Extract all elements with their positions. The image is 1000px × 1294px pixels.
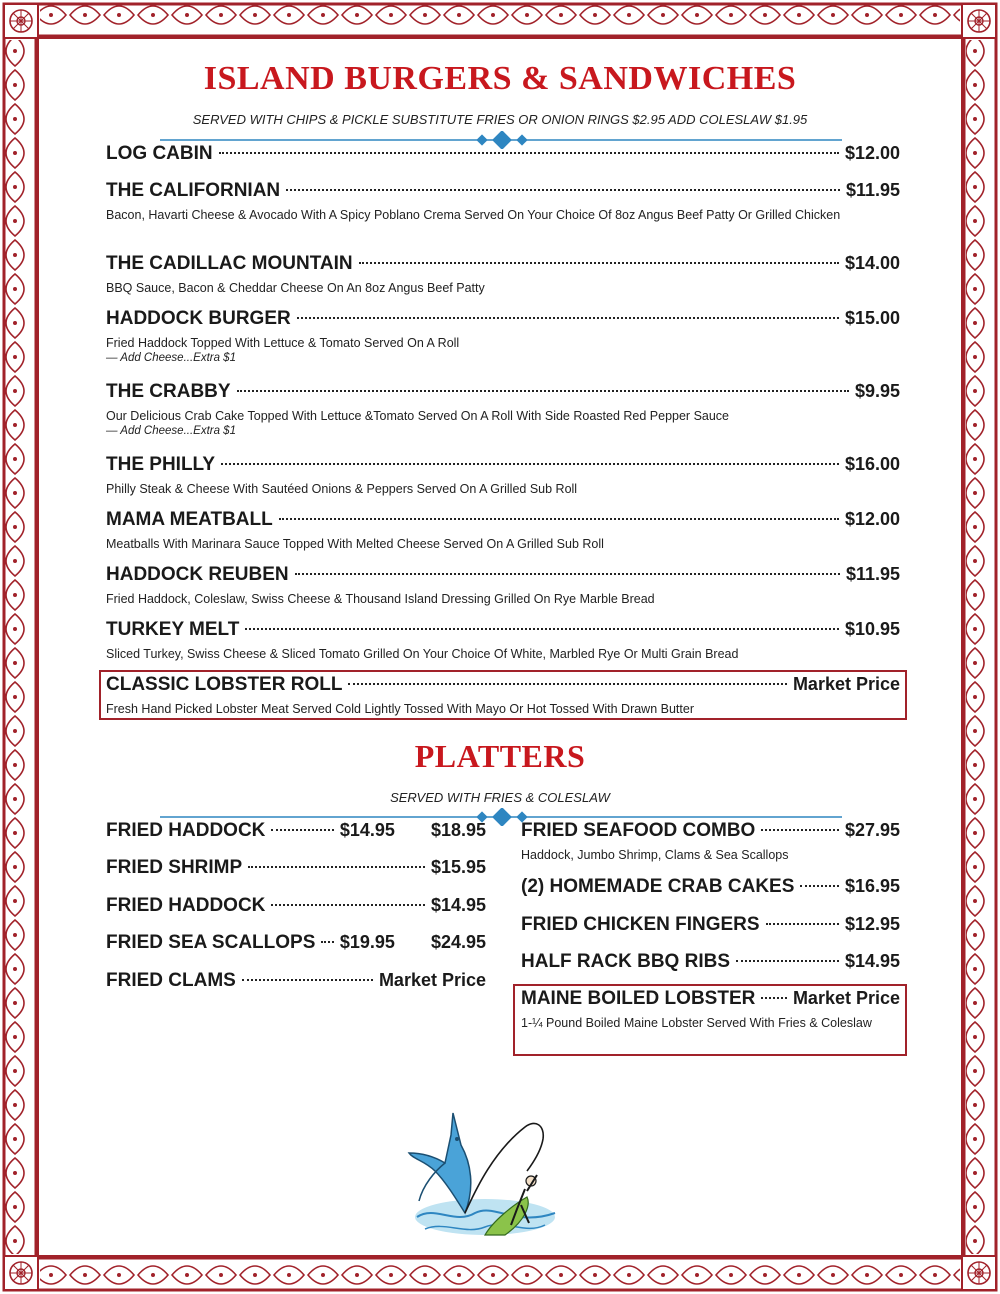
leader-dots	[279, 518, 839, 520]
item-price: $27.95	[844, 820, 900, 840]
leader-dots	[295, 573, 840, 575]
menu-item-row	[106, 454, 900, 476]
item-name: TURKEY MELT	[106, 619, 240, 640]
item-price: $11.95	[845, 180, 900, 200]
menu-item-row	[106, 143, 900, 165]
item-name: FRIED CHICKEN FINGERS	[521, 914, 760, 935]
item-price: Market Price	[792, 988, 900, 1008]
menu-item-row	[106, 253, 900, 275]
leader-dots	[297, 317, 839, 319]
item-price: $15.95	[430, 857, 486, 877]
leader-dots	[736, 960, 839, 962]
item-name: HADDOCK BURGER	[106, 308, 291, 329]
item-price: $10.95	[844, 619, 900, 639]
item-description: Meatballs With Marinara Sauce Topped With Melted Cheese Served On A Grilled Sub Roll	[106, 537, 604, 551]
item-price: $14.00	[844, 253, 900, 273]
platter-item-row	[106, 895, 486, 917]
leader-dots	[286, 189, 840, 191]
item-price: $9.95	[854, 381, 900, 401]
platter-item-row	[106, 932, 486, 954]
leader-dots	[761, 829, 839, 831]
item-name: (2) HOMEMADE CRAB CAKES	[521, 876, 795, 897]
item-price: $14.95	[844, 951, 900, 971]
platter-item-row	[106, 820, 486, 842]
leader-dots	[237, 390, 849, 392]
item-price: $11.95	[845, 564, 900, 584]
menu-item-row	[106, 564, 900, 586]
item-name: THE CALIFORNIAN	[106, 180, 281, 201]
platter-item-row	[521, 876, 900, 898]
platter-item-row	[521, 988, 900, 1010]
platter-item-row	[521, 914, 900, 936]
leader-dots	[271, 904, 425, 906]
leader-dots	[248, 866, 425, 868]
item-name: THE CRABBY	[106, 381, 231, 402]
leader-dots	[219, 152, 839, 154]
leader-dots	[359, 262, 839, 264]
menu-item-row	[106, 180, 900, 202]
leader-dots	[766, 923, 839, 925]
fisherman-marlin-icon	[405, 1105, 565, 1245]
item-name: FRIED SHRIMP	[106, 857, 243, 878]
item-description: Fried Haddock, Coleslaw, Swiss Cheese & Thousand Island Dressing Grilled On Rye Marble Bread	[106, 592, 655, 606]
item-name: FRIED SEA SCALLOPS	[106, 932, 316, 953]
item-price: $16.00	[844, 454, 900, 474]
platter-item-row	[106, 857, 486, 879]
item-name: HALF RACK BBQ RIBS	[521, 951, 730, 972]
leader-dots	[271, 829, 333, 831]
leader-dots	[800, 885, 839, 887]
item-name: THE CADILLAC MOUNTAIN	[106, 253, 353, 274]
leader-dots	[321, 941, 334, 943]
item-description: Our Delicious Crab Cake Topped With Lettuce &Tomato Served On A Roll With Side Roasted Red Pepper Sauce	[106, 409, 730, 423]
item-description: Sliced Turkey, Swiss Cheese & Sliced Tomato Grilled On Your Choice Of White, Marbled Rye Or Multi Grain Bread	[106, 647, 739, 661]
platter-item-row	[521, 820, 900, 842]
item-name: MAINE BOILED LOBSTER	[521, 988, 756, 1009]
item-name: FRIED HADDOCK	[106, 895, 266, 916]
leader-dots	[221, 463, 839, 465]
item-price: Market Price	[792, 674, 900, 694]
item-name: CLASSIC LOBSTER ROLL	[106, 674, 343, 695]
item-name: FRIED SEAFOOD COMBO	[521, 820, 756, 841]
item-price: $19.95	[339, 932, 395, 952]
item-description: BBQ Sauce, Bacon & Cheddar Cheese On An 8oz Angus Beef Patty	[106, 281, 485, 295]
leader-dots	[761, 997, 787, 999]
platter-item-row	[106, 970, 486, 992]
leader-dots	[245, 628, 839, 630]
menu-item-row	[106, 619, 900, 641]
item-name: LOG CABIN	[106, 143, 213, 164]
item-name: MAMA MEATBALL	[106, 509, 273, 530]
burgers-title: ISLAND BURGERS & SANDWICHES	[203, 60, 797, 97]
burgers-subtitle: SERVED WITH CHIPS & PICKLE SUBSTITUTE FRIES OR ONION RINGS $2.95 ADD COLESLAW $1.95	[192, 112, 808, 127]
item-price-large: $18.95	[430, 820, 486, 840]
item-note: — Add Cheese...Extra $1	[106, 352, 236, 364]
leader-dots	[348, 683, 786, 685]
item-description: Haddock, Jumbo Shrimp, Clams & Sea Scallops	[521, 848, 789, 862]
leader-dots	[242, 979, 373, 981]
item-price: $12.00	[844, 143, 900, 163]
platter-item-row	[521, 951, 900, 973]
menu-item-row	[106, 381, 900, 403]
item-price: $14.95	[430, 895, 486, 915]
item-price: $14.95	[339, 820, 395, 840]
menu-item-row	[106, 308, 900, 330]
item-price: $12.95	[844, 914, 900, 934]
menu-item-row	[106, 674, 900, 696]
item-name: HADDOCK REUBEN	[106, 564, 289, 585]
platters-subtitle: SERVED WITH FRIES & COLESLAW	[390, 790, 610, 805]
menu-item-row	[106, 509, 900, 531]
item-note: — Add Cheese...Extra $1	[106, 425, 236, 437]
item-description: 1-¼ Pound Boiled Maine Lobster Served With Fries & Coleslaw	[521, 1016, 872, 1030]
platters-title: PLATTERS	[414, 738, 586, 774]
item-description: Bacon, Havarti Cheese & Avocado With A Spicy Poblano Crema Served On Your Choice Of 8oz Angus Beef Patty Or Grilled Chicken	[106, 208, 841, 222]
item-price: Market Price	[378, 970, 486, 990]
item-price: $12.00	[844, 509, 900, 529]
item-description: Fried Haddock Topped With Lettuce & Tomato Served On A Roll	[106, 336, 460, 350]
item-price: $15.00	[844, 308, 900, 328]
item-description: Fresh Hand Picked Lobster Meat Served Cold Lightly Tossed With Mayo Or Hot Tossed With Drawn Butter	[106, 702, 694, 716]
item-price: $16.95	[844, 876, 900, 896]
item-name: FRIED HADDOCK	[106, 820, 266, 841]
item-price-large: $24.95	[430, 932, 486, 952]
item-name: THE PHILLY	[106, 454, 216, 475]
item-name: FRIED CLAMS	[106, 970, 236, 991]
item-description: Philly Steak & Cheese With Sautéed Onions & Peppers Served On A Grilled Sub Roll	[106, 482, 578, 496]
